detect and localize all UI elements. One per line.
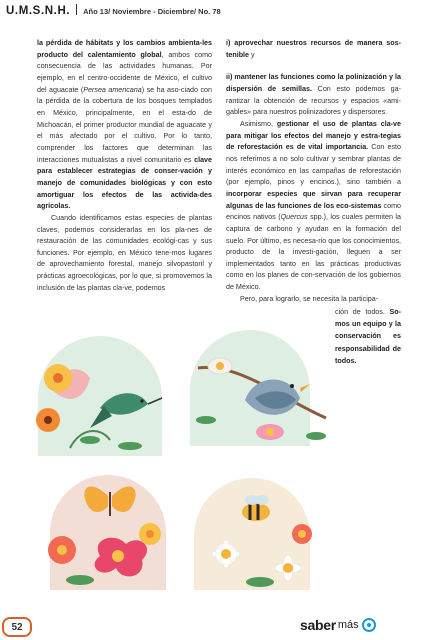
closing-text <box>335 306 401 367</box>
left-column <box>37 38 212 294</box>
body-text: , ambos como consecuencia de las actividades humanas. Por ejemplo, en el centro-occidente de México, el cultivo del aguacate ( <box>37 50 212 94</box>
emphasis-text: ii) mantener las funciones como la polinización y la dispersión de semillas. <box>226 73 401 93</box>
hummingbird-panel <box>36 336 162 456</box>
emphasis-text: So-mos un equipo y la conservación es responsabilidad de todos. <box>335 308 401 365</box>
logo-word-2: más <box>337 619 359 631</box>
pollinator-illustration <box>30 328 336 590</box>
body-text: como encinos nativos ( <box>226 201 401 222</box>
species-name: Quercus <box>280 213 308 222</box>
list-item-ii <box>226 72 401 119</box>
body-text: y <box>249 50 255 59</box>
body-text: Asimismo, <box>240 119 277 128</box>
header-brand: U.M.S.N.H. <box>6 5 71 17</box>
header-issue: Año 13/ Noviembre - Diciembre/ No. 78 <box>83 7 221 16</box>
emphasis-text: clave para establecer estrategias de conser-vación y manejo de comunidades biológicas y con esto amortiguar los efectos de las activida-des agrícolas. <box>37 155 212 211</box>
body-text: Con esto podemos ga-rantizar la obtención de recursos y espacios «ami-gables» para nuestros polinizadores y dispersores. <box>226 84 401 117</box>
logo-mark-icon <box>361 617 377 633</box>
running-header <box>6 3 221 19</box>
logo-word: saber <box>300 617 336 633</box>
right-paragraph-3 <box>226 119 401 294</box>
left-paragraph-1 <box>37 38 212 213</box>
header-divider <box>76 4 77 15</box>
butterfly-panel <box>48 475 166 590</box>
saber-mas-logo <box>300 615 377 635</box>
body-text: ) se ha aso-ciado con la pérdida de la cobertura de los bosques templados en México, principalmente, en el esta-do de Michoacán, el primer productor mundial de aguacate y el más afectado por el cultivo. Por lo tanto, comprender los factores que determinan las interacciones mutualistas a nivel comunitario es <box>37 85 212 164</box>
species-name: Persea americana <box>83 85 142 94</box>
bee-panel <box>194 478 312 590</box>
emphasis-text: incorporar especies que sirvan para recuperar algunas de las funciones de los eco-sistemas <box>226 189 401 210</box>
page-number: 52 <box>2 617 32 637</box>
emphasis-text: la pérdida de hábitats y los cambios ambienta-les producto del calentamiento global <box>37 39 212 59</box>
right-column <box>226 38 401 305</box>
bee-icon <box>242 503 270 521</box>
emphasis-text: gestionar el uso de plantas cla-ve para mitigar los efectos del manejo y estra-tegias de reforestación es de vital importancia. <box>226 119 401 152</box>
list-item-i <box>226 38 401 61</box>
left-paragraph-2: Cuando identificamos estas especies de plantas claves, podemos considerarlas en los pla-nes de restauración de las comunidades ecológi-cas y sus funciones. Por ejemplo, en México tene-mos lugares de aprovechamiento forestal, manejo silvopastoril y prácticas agroecológicas, por lo que, si promovemos la inclusión de las plantas cla-ve, podemos <box>37 213 212 292</box>
body-text: spp.), los cuales permiten la captura de carbono y ayudan en la formación del suelo. Por último, es necesa-rio que los conocimientos, producto de la investi-gación, lleguen a ser implementados tanto en las prácticas productivas como en los planes de con-servación de los gobiernos de México. <box>226 213 401 292</box>
body-text: ción de todos. <box>335 308 390 316</box>
emphasis-text: i) aprovechar nuestros recursos de manera sos-tenible <box>226 39 401 59</box>
right-paragraph-4: Pero, para lograrlo, se necesita la participa- <box>240 294 379 303</box>
body-text: Con esto nos referimos a no solo cultivar y sembrar plantas de interés económico en las campañas de reforestación (por ejemplo, pinos y encinos.), sino también a <box>226 143 401 187</box>
bird-panel <box>190 330 326 446</box>
